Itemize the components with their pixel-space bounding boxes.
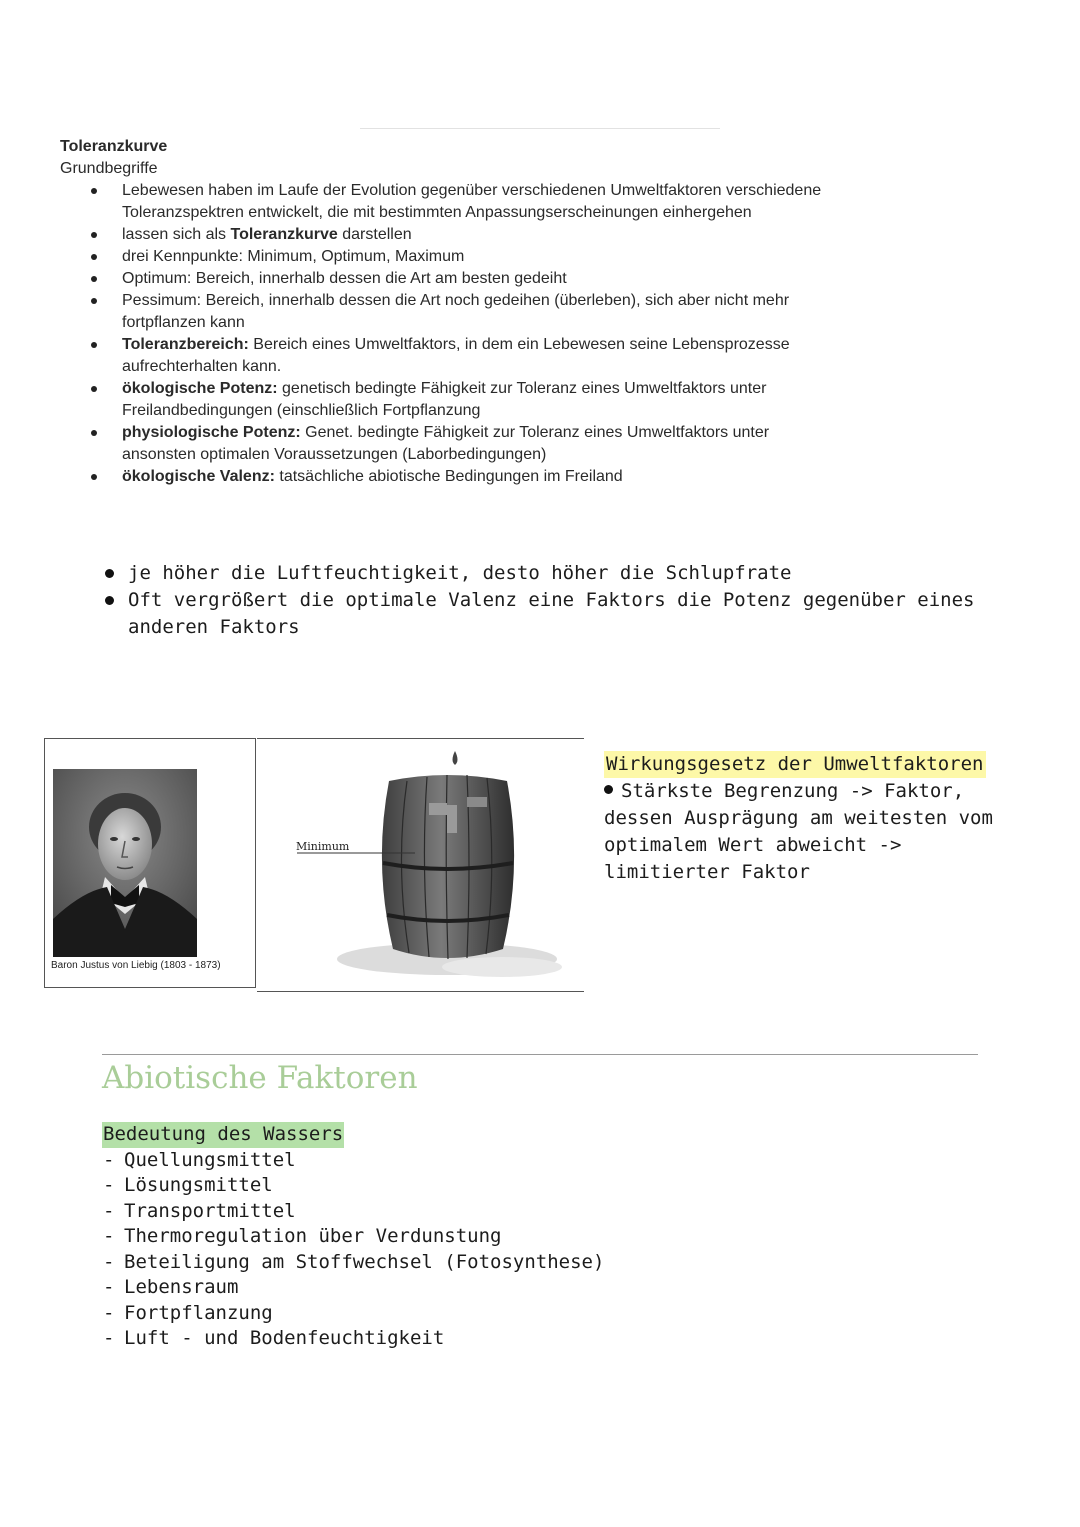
tolerance-item xyxy=(60,334,840,378)
tolerance-item-term: physiologische Potenz: xyxy=(122,424,301,441)
water-section xyxy=(102,1122,702,1352)
tolerance-item-text: Bereich eines Umweltfaktors, in dem ein Lebewesen seine Lebensprozesse aufrechterhalten kann. xyxy=(122,336,790,375)
tolerance-item-text: Pessimum: Bereich, innerhalb dessen die Art noch gedeihen (überleben), sich aber nicht mehr fortpflanzen kann xyxy=(122,292,790,331)
water-item: - Fortpflanzung xyxy=(102,1301,702,1327)
water-subtitle: Bedeutung des Wassers xyxy=(102,1122,344,1148)
law-text: Stärkste Begrenzung -> Faktor, dessen Ausprägung am weitesten vom optimalem Wert abweicht -> limitierter Faktor xyxy=(604,780,993,883)
water-item: - Luft - und Bodenfeuchtigkeit xyxy=(102,1326,702,1352)
bullet-dot-icon xyxy=(604,785,613,794)
tolerance-item xyxy=(60,224,840,246)
tolerance-item-text: Genet. bedingte Fähigkeit zur Toleranz eines Umweltfaktors unter ansonsten optimalen Voraussetzungen (Laborbedingungen) xyxy=(122,424,770,463)
tolerance-title: Toleranzkurve xyxy=(60,138,168,155)
barrel-minimum-label: Minimum xyxy=(296,840,350,853)
law-title: Wirkungsgesetz der Umweltfaktoren xyxy=(604,751,986,778)
water-item: - Quellungsmittel xyxy=(102,1148,702,1174)
abiotic-title: Abiotische Faktoren xyxy=(102,1060,418,1096)
tolerance-section xyxy=(60,136,840,488)
water-item: - Lebensraum xyxy=(102,1275,702,1301)
water-list xyxy=(102,1148,702,1352)
tolerance-item-text: Lebewesen haben im Laufe der Evolution gegenüber verschiedenen Umweltfaktoren verschiedene Toleranzspektren entwickelt, die mit bestimmten Anpassungserscheinungen einhergehen xyxy=(122,182,822,221)
water-item: - Lösungsmittel xyxy=(102,1173,702,1199)
note-item: Oft vergrößert die optimale Valenz eine Faktors die Potenz gegenüber eines anderen Faktors xyxy=(100,587,990,641)
tolerance-item xyxy=(60,268,840,290)
notes-section xyxy=(100,560,990,641)
tolerance-item-text: genetisch bedingte Fähigkeit zur Toleranz eines Umweltfaktors unter Freilandbedingungen (einschließlich Fortpflanzung xyxy=(122,380,767,419)
liebig-figure xyxy=(44,738,584,988)
portrait-caption: Baron Justus von Liebig (1803 - 1873) xyxy=(51,960,221,971)
note-item: je höher die Luftfeuchtigkeit, desto höher die Schlupfrate xyxy=(100,560,990,587)
tolerance-item-term: Toleranzbereich: xyxy=(122,336,249,353)
tolerance-item xyxy=(60,422,842,466)
tolerance-item-text: drei Kennpunkte: Minimum, Optimum, Maximum xyxy=(122,248,465,265)
law-section xyxy=(604,751,994,886)
barrel-image xyxy=(297,745,587,985)
tolerance-subtitle: Grundbegriffe xyxy=(60,160,158,177)
tolerance-item-text: darstellen xyxy=(337,226,412,243)
portrait-image xyxy=(53,769,197,957)
portrait-frame xyxy=(44,738,256,988)
tolerance-item-text: Optimum: Bereich, innerhalb dessen die Art am besten gedeiht xyxy=(122,270,567,287)
scan-line xyxy=(360,128,720,129)
tolerance-item xyxy=(60,246,840,268)
water-item: - Transportmittel xyxy=(102,1199,702,1225)
tolerance-item-term: ökologische Valenz: xyxy=(122,468,275,485)
tolerance-item-pre: lassen sich als xyxy=(122,226,231,243)
water-item: - Beteiligung am Stoffwechsel (Fotosynthese) xyxy=(102,1250,702,1276)
notes-list xyxy=(100,560,990,641)
tolerance-item-term: ökologische Potenz: xyxy=(122,380,278,397)
tolerance-item xyxy=(60,466,840,488)
tolerance-item-text: tatsächliche abiotische Bedingungen im Freiland xyxy=(274,468,623,485)
tolerance-item xyxy=(60,290,822,334)
law-body xyxy=(604,778,994,886)
tolerance-item xyxy=(60,378,842,422)
water-item: - Thermoregulation über Verdunstung xyxy=(102,1224,702,1250)
tolerance-item xyxy=(60,180,840,224)
section-divider xyxy=(102,1054,978,1055)
tolerance-item-term: Toleranzkurve xyxy=(230,226,338,243)
tolerance-list xyxy=(60,180,840,488)
barrel-frame xyxy=(257,738,584,992)
